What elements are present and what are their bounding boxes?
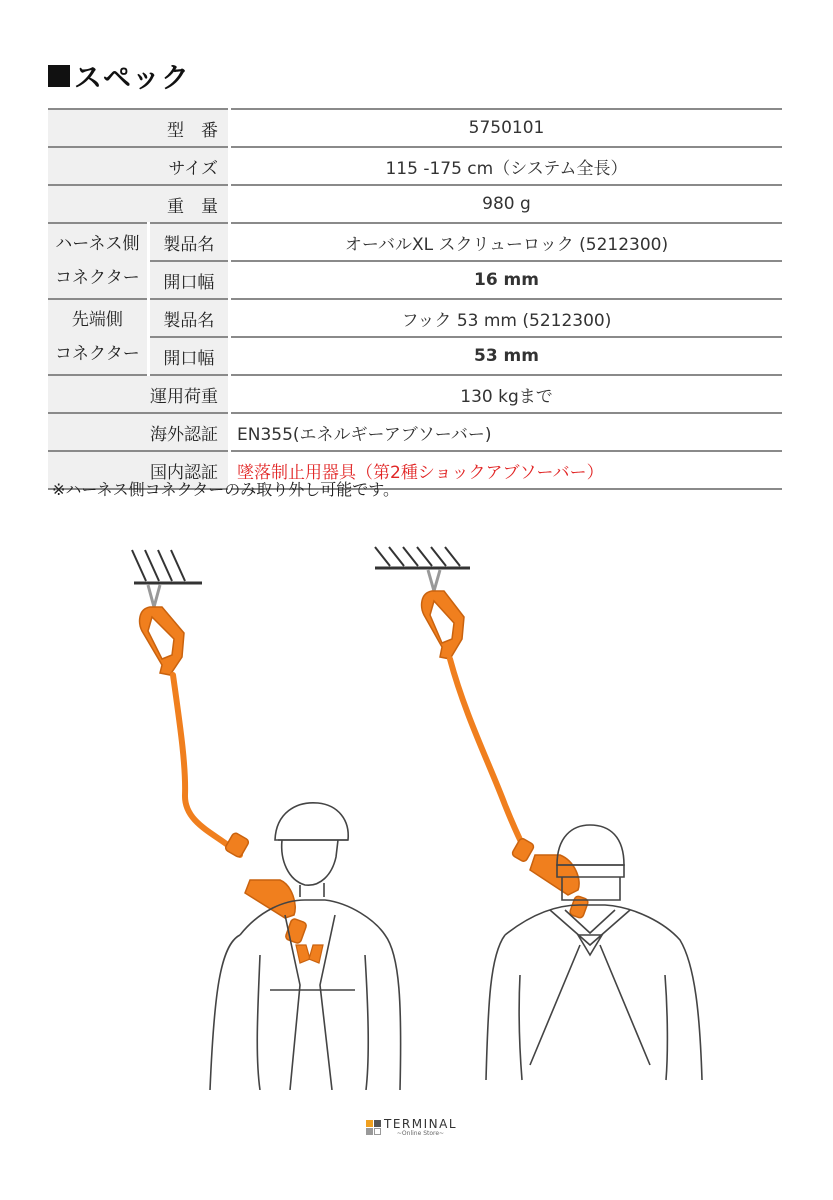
row-value: 16 mm [230, 261, 783, 299]
table-row [48, 413, 782, 451]
row-value: 130 kgまで [230, 375, 783, 413]
logo-sub: ~Online Store~ [396, 1130, 445, 1137]
row-value: フック 53 mm (5212300) [230, 299, 783, 337]
footnote: ※ハーネス側コネクターのみ取り外し可能です。 [52, 480, 400, 499]
table-row [48, 299, 782, 337]
table-row [48, 223, 782, 261]
row-value: 5750101 [230, 109, 783, 147]
row-value: 墜落制止用器具（第2種ショックアブソーバー） [230, 451, 783, 489]
row-label: 海外認証 [48, 413, 230, 451]
group-label-tip-connector [48, 299, 148, 375]
row-label: 製品名 [148, 299, 229, 337]
group-line: コネクター [55, 268, 140, 288]
row-label: 開口幅 [148, 337, 229, 375]
worker-back-figure [486, 825, 702, 1080]
title-text: スペック [74, 61, 191, 94]
row-label: サイズ [48, 147, 230, 185]
row-value: オーバルXL スクリューロック (5212300) [230, 223, 783, 261]
row-value: 980 g [230, 185, 783, 223]
anchor-left-icon [132, 550, 202, 607]
table-row [48, 261, 782, 299]
row-label: 国内認証 [48, 451, 230, 489]
lanyard-left [173, 675, 240, 855]
hook-left-icon [140, 607, 184, 675]
absorber-left-icon [224, 832, 307, 944]
table-row [48, 337, 782, 375]
row-label: 運用荷重 [48, 375, 230, 413]
page-title [48, 56, 190, 96]
harness-connector-front-icon [296, 945, 323, 963]
logo-squares-icon [366, 1120, 381, 1135]
square-marker-icon [48, 65, 70, 87]
row-value: 53 mm [230, 337, 783, 375]
row-label: 重 量 [48, 185, 230, 223]
anchor-right-icon [375, 547, 470, 591]
table-row [48, 109, 782, 147]
lanyard-right [450, 659, 525, 850]
group-line: ハーネス側 [55, 234, 140, 254]
row-value: EN355(エネルギーアブソーバー) [230, 413, 783, 451]
terminal-logo [366, 1118, 457, 1137]
hook-right-icon [422, 591, 464, 659]
group-line: コネクター [55, 344, 140, 364]
table-row [48, 147, 782, 185]
row-label: 型 番 [48, 109, 230, 147]
spec-table [48, 108, 782, 490]
group-line: 先端側 [71, 310, 123, 330]
row-label: 開口幅 [148, 261, 229, 299]
row-label: 製品名 [148, 223, 229, 261]
absorber-right-icon [511, 837, 589, 918]
group-label-harness-connector [48, 223, 148, 299]
row-value: 115 -175 cm（システム全長） [230, 147, 783, 185]
table-row [48, 375, 782, 413]
table-row [48, 185, 782, 223]
logo-brand: TERMINAL [384, 1117, 458, 1131]
harness-illustration [110, 535, 750, 1090]
